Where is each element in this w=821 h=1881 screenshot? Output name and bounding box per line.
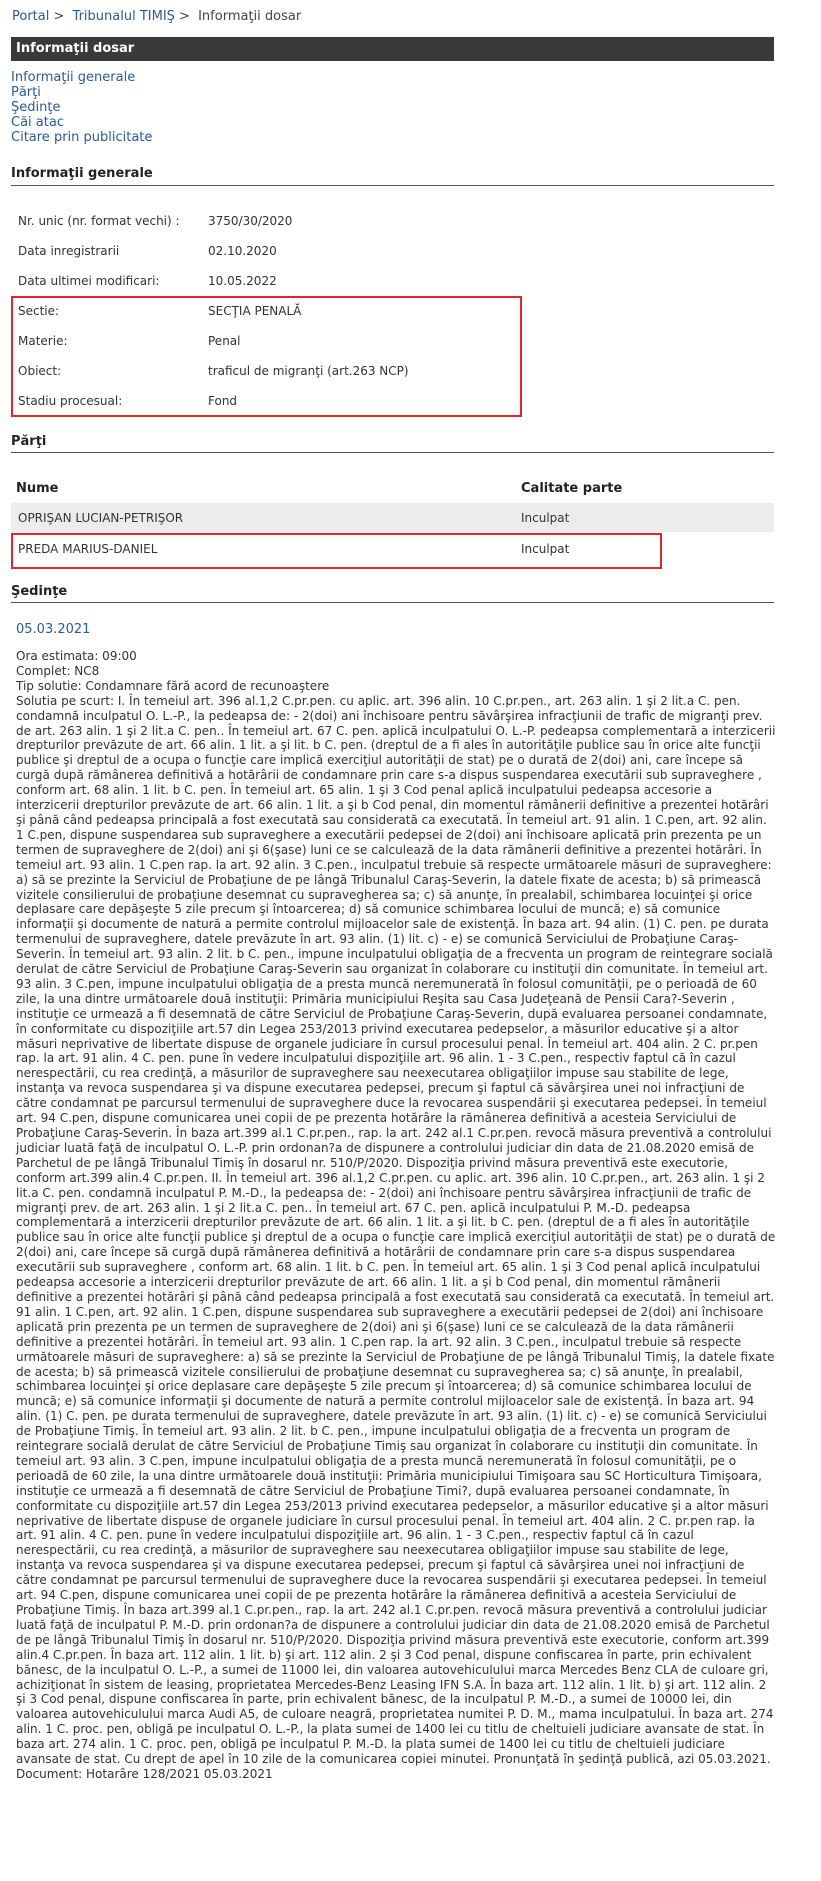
- info-label: Data ultimei modificari:: [18, 274, 160, 288]
- parti-col-calitate: Calitate parte: [521, 481, 623, 496]
- nav-link-sedinte[interactable]: Şedinţe: [11, 100, 61, 115]
- session-document: Document: Hotarâre 128/2021 05.03.2021: [16, 1766, 273, 1781]
- info-value: 10.05.2022: [208, 274, 277, 288]
- page-title: Informaţii dosar: [11, 37, 774, 61]
- info-label: Data inregistrarii: [18, 244, 120, 258]
- info-value: Fond: [208, 394, 238, 408]
- divider: [11, 185, 774, 186]
- info-label: Obiect:: [18, 364, 62, 378]
- highlight-box-parti: [11, 533, 662, 569]
- info-label: Materie:: [18, 334, 68, 348]
- info-value: 02.10.2020: [208, 244, 277, 258]
- divider: [11, 452, 774, 453]
- divider: [11, 602, 774, 603]
- sedinte-heading: Şedinţe: [11, 584, 68, 599]
- nav-link-citare[interactable]: Citare prin publicitate: [11, 130, 153, 145]
- breadcrumb-court-link[interactable]: Tribunalul TIMIŞ: [72, 9, 175, 24]
- parte-calitate: Inculpat: [521, 511, 570, 525]
- info-value: 3750/30/2020: [208, 214, 293, 228]
- breadcrumb-separator: >: [179, 9, 190, 24]
- session-details: [16, 649, 776, 1782]
- info-label: Nr. unic (nr. format vechi) :: [18, 214, 180, 228]
- session-ora: Ora estimata: 09:00: [16, 649, 137, 663]
- info-label: Stadiu procesual:: [18, 394, 123, 408]
- breadcrumb: [12, 9, 305, 24]
- nav-link-parti[interactable]: Părţi: [11, 85, 41, 100]
- info-value: traficul de migranţi (art.263 NCP): [208, 364, 409, 378]
- nav-link-cai-atac[interactable]: Căi atac: [11, 115, 64, 130]
- general-heading: Informaţii generale: [11, 166, 153, 181]
- parte-name: OPRIŞAN LUCIAN-PETRIŞOR: [18, 511, 184, 525]
- breadcrumb-current: Informaţii dosar: [198, 9, 302, 24]
- info-value: Penal: [208, 334, 241, 348]
- parte-calitate: Inculpat: [521, 542, 570, 556]
- nav-link-general[interactable]: Informaţii generale: [11, 70, 136, 85]
- section-nav: [11, 70, 152, 145]
- info-label: Sectie:: [18, 304, 60, 318]
- table-row: [11, 503, 774, 532]
- breadcrumb-separator: >: [53, 9, 65, 24]
- session-solutie: Solutia pe scurt: I. În temeiul art. 396 al.1,2 C.pr.pen. cu aplic. art. 396 alin. 10 C.pr.pen., art. 263 alin. 1 şi 2 lit.a C. pen. condamnă inculpatul O. L.-P., la pedeapsa de: - 2(doi) ani închisoare pentru săvârşirea infracţiunii de trafic de migranţi prev. de art. 263 alin. 1 şi 2 lit.a C. pen.. În temeiul art. 67 C. pen. aplică inculpatului O. L.-P. pedeapsa complementară a interzicerii drepturilor prevăzute de art. 66 alin. 1 lit. a şi lit. b C. pen. (dreptul de a fi ales în autorităţile publice sau în orice alte funcţii publice şi dreptul de a ocupa o funcţie care implică exerciţiul autorităţii de stat) pe o durată de 2(doi) ani, care începe să curgă după rămânerea definitivă a hotărârii de condamnare prin care s-a dispus suspendarea executării sub supraveghere , conform art. 68 alin. 1 lit. b C. pen. În temeiul art. 65 alin. 1 şi 3 Cod penal aplică inculpatului pedeapsa accesorie a interzicerii drepturilor prevăzute de art. 66 alin. 1 lit. a şi b Cod penal, din momentul rămânerii definitive a prezentei hotărâri şi până când pedeapsa principală a fost executată sau considerată ca executată. În temeiul art. 91 alin. 1 C.pen, art. 92 alin. 1 C.pen, dispune suspendarea sub supraveghere a executării pedepsei de 2(doi) ani închisoare aplicată prin prezenta pe un termen de supraveghere de 2(doi) ani şi 6(şase) luni ce se calculează de la data rămânerii definitive a prezentei hotărâri. În temeiul art. 93 alin. 1 C.pen rap. la art. 92 alin. 3 C.pen., inculpatul trebuie să respecte următoarele măsuri de supraveghere: a) să se prezinte la Serviciul de Probaţiune de pe lângă Tribunalul Caraş-Severin, la datele fixate de acesta; b) să primească vizitele consilierului de probaţiune desemnat cu supravegherea sa; c) să anunţe, în prealabil, schimbarea locuinţei şi orice deplasare care depăşeşte 5 zile precum şi întoarcerea; d) să comunice schimbarea locului de muncă; e) să comunice informaţii şi documente de natură a permite controlul mijloacelor sale de existenţă. În baza art. 94 alin. (1) C. pen. pe durata termenului de supraveghere, datele prevăzute în art. 93 alin. (1) lit. c) - e) se comunică Serviciului de Probaţiune Caraş-Severin. În temeiul art. 93 alin. 2 lit. b C. pen., impune inculpatului obligaţia de a frecventa un program de reintegrare socială derulat de către Serviciul de Probaţiune Caraş-Severin sau organizat în colaborare cu instituţii din comunitate. În temeiul art. 93 alin. 3 C.pen, impune inculpatului obligaţia de a presta muncă neremunerată în folosul comunităţii, pe o perioadă de 60 zile, la una dintre următoarele două instituţii: Primăria municipiului Reşita sau Casa Judeţeană de Pensii Cara?-Severin , instituţie ce urmează a fi desemnată de către Serviciul de Probaţiune Caraş-Severin, după evaluarea persoanei condamnate, în conformitate cu dispoziţiile art.57 din Legea 253/2013 privind executarea pedepselor, a măsurilor educative şi a altor măsuri neprivative de libertate dispuse de organele judiciare în cursul procesului penal. În temeiul art. 404 alin. 2 C. pr.pen rap. la art. 91 alin. 4 C. pen. pune în vedere inculpatului dispoziţiile art. 96 alin. 1 - 3 C.pen., respectiv faptul că în cazul nerespectării, cu rea credinţă, a măsurilor de supraveghere sau neexecutarea obligaţiilor impuse sau stabilite de lege, instanţa va revoca suspendarea şi va dispune executarea pedepsei, precum şi faptul că săvârşirea unei noi infracţiuni de către condamnat pe parcursul termenului de supraveghere duce la revocarea suspendării şi executarea pedepsei. În temeiul art. 94 C.pen, dispune comunicarea unei copii de pe prezenta hotărâre la rămânerea definitivă a acesteia Serviciului de Probaţiune Caraş-Severin. În baza art.399 al.1 C.pr.pen., rap. la art. 242 al.1 C.pr.pen. revocă măsura preventivă a controlului judiciar luată faţă de inculpatul O. L.-P. prin ordonan?a de dispunere a controlului judiciar din data de 21.08.2020 emisă de Parchetul de pe lângă Tribunalul Timiş în dosarul nr. 510/P/2020. Dispoziţia privind măsura preventivă este executorie, conform art.399 alin.4 C.pr.pen. II. În temeiul art. 396 al.1,2 C.pr.pen. cu aplic. art. 396 alin. 10 C.pr.pen., art. 263 alin. 1 şi 2 lit.a C. pen. condamnă inculpatul P. M.-D., la pedeapsa de: - 2(doi) ani închisoare pentru săvârşirea infracţiunii de trafic de migranţi prev. de art. 263 alin. 1 şi 2 lit.a C. pen.. În temeiul art. 67 C. pen. aplică inculpatului P. M.-D. pedeapsa complementară a interzicerii drepturilor prevăzute de art. 66 alin. 1 lit. a şi lit. b C. pen. (dreptul de a fi ales în autorităţile publice sau în orice alte funcţii publice şi dreptul de a ocupa o funcţie care implică exerciţiul autorităţii de stat) pe o durată de 2(doi) ani, care începe să curgă după rămânerea definitivă a hotărârii de condamnare prin care s-a dispus suspendarea executării sub supraveghere , conform art. 68 alin. 1 lit. b C. pen. În temeiul art. 65 alin. 1 şi 3 Cod penal aplică inculpatului pedeapsa accesorie a interzicerii drepturilor prevăzute de art. 66 alin. 1 lit. a şi b Cod penal, din momentul rămânerii definitive a prezentei hotărâri şi până când pedeapsa principală a fost executată sau considerată ca executată. În temeiul art. 91 alin. 1 C.pen, art. 92 alin. 1 C.pen, dispune suspendarea sub supraveghere a executării pedepsei de 2(doi) ani închisoare aplicată prin prezenta pe un termen de supraveghere de 2(doi) ani şi 6(şase) luni ce se calculează de la data rămânerii definitive a prezentei hotărâri. În temeiul art. 93 alin. 1 C.pen rap. la art. 92 alin. 3 C.pen., inculpatul trebuie să respecte următoarele măsuri de supraveghere: a) să se prezinte la Serviciul de Probaţiune de pe lângă Tribunalul Timiş, la datele fixate de acesta; b) să primească vizitele consilierului de probaţiune desemnat cu supravegherea sa; c) să anunţe, în prealabil, schimbarea locuinţei şi orice deplasare care depăşeşte 5 zile precum şi întoarcerea; d) să comunice schimbarea locului de muncă; e) să comunice informaţii şi documente de natură a permite controlul mijloacelor sale de existenţă. În baza art. 94 alin. (1) C. pen. pe durata termenului de supraveghere, datele prevăzute în art. 93 alin. (1) lit. c) - e) se comunică Serviciului de Probaţiune Timiş. În temeiul art. 93 alin. 2 lit. b C. pen., impune inculpatului obligaţia de a frecventa un program de reintegrare socială derulat de către Serviciul de Probaţiune Timiş sau organizat în colaborare cu instituţii din comunitate. În temeiul art. 93 alin. 3 C.pen, impune inculpatului obligaţia de a presta muncă neremunerată în folosul comunităţii, pe o perioadă de 60 zile, la una dintre următoarele două instituţii: Primăria municipiului Timişoara sau SC Horticultura Timişoara, instituţie ce urmează a fi desemnată de către Serviciul de Probaţiune Timi?, după evaluarea persoanei condamnate, în conformitate cu dispoziţiile art.57 din Legea 253/2013 privind executarea pedepselor, a măsurilor educative şi a altor măsuri neprivative de libertate dispuse de organele judiciare în cursul procesului penal. În temeiul art. 404 alin. 2 C. pr.pen rap. la art. 91 alin. 4 C. pen. pune în vedere inculpatului dispoziţiile art. 96 alin. 1 - 3 C.pen., respectiv faptul că în cazul nerespectării, cu rea credinţă, a măsurilor de supraveghere sau neexecutarea obligaţiilor impuse sau stabilite de lege, instanţa va revoca suspendarea şi va dispune executarea pedepsei, precum şi faptul că săvârşirea unei noi infracţiuni de către condamnat pe parcursul termenului de supraveghere duce la revocarea suspendării şi executarea pedepsei. În temeiul art. 94 C.pen, dispune comunicarea unei copii de pe prezenta hotărâre la rămânerea definitivă a acesteia Serviciului de Probaţiune Timiş. În baza art.399 al.1 C.pr.pen., rap. la art. 242 al.1 C.pr.pen. revocă măsura preventivă a controlului judiciar luată faţă de inculpatul P. M.-D. prin ordonan?a de dispunere a controlului judiciar din data de 21.08.2020 emisă de Parchetul de pe lângă Tribunalul Timiş în dosarul nr. 510/P/2020. Dispoziţia privind măsura preventivă este executorie, conform art.399 alin.4 C.pr.pen. În baza art. 112 alin. 1 lit. b) şi art. 112 alin. 2 şi 3 Cod penal, dispune confiscarea în parte, prin echivalent bănesc, de la inculpatul O. L.-P., a sumei de 11000 lei, din valoarea autovehiculului marca Mercedes Benz CLA de culoare gri, achiziţionat în sistem de leasing, proprietatea Mercedes-Benz Leasing IFN S.A. În baza art. 112 alin. 1 lit. b) şi art. 112 alin. 2 şi 3 Cod penal, dispune confiscarea în parte, prin echivalent bănesc, de la inculpatul P. M.-D., a sumei de 10000 lei, din valoarea autovehiculului marca Audi A5, de culoare neagră, proprietatea numitei P. D. M., mama inculpatului. În baza art. 274 alin. 1 C. proc. pen, obligă pe inculpatul O. L.-P., la plata sumei de 1400 lei cu titlu de cheltuieli judiciare avansate de stat. În baza art. 274 alin. 1 C. proc. pen, obligă pe inculpatul P. M.-D. la plata sumei de 1400 lei cu titlu de cheltuieli judiciare avansate de stat. Cu drept de apel în 10 zile de la comunicarea copiei minutei. Pronunţată în şedinţă publică, azi 05.03.2021.: [16, 693, 776, 1767]
- breadcrumb-portal-link[interactable]: Portal: [12, 9, 50, 24]
- parte-name: PREDA MARIUS-DANIEL: [18, 542, 158, 556]
- parti-heading: Părţi: [11, 434, 47, 449]
- session-tip-solutie: Tip solutie: Condamnare fără acord de recunoaştere: [16, 678, 330, 693]
- info-value: SECŢIA PENALĂ: [208, 304, 302, 318]
- session-complet: Complet: NC8: [16, 663, 100, 678]
- parti-col-name: Nume: [16, 481, 59, 496]
- session-date: 05.03.2021: [16, 622, 91, 637]
